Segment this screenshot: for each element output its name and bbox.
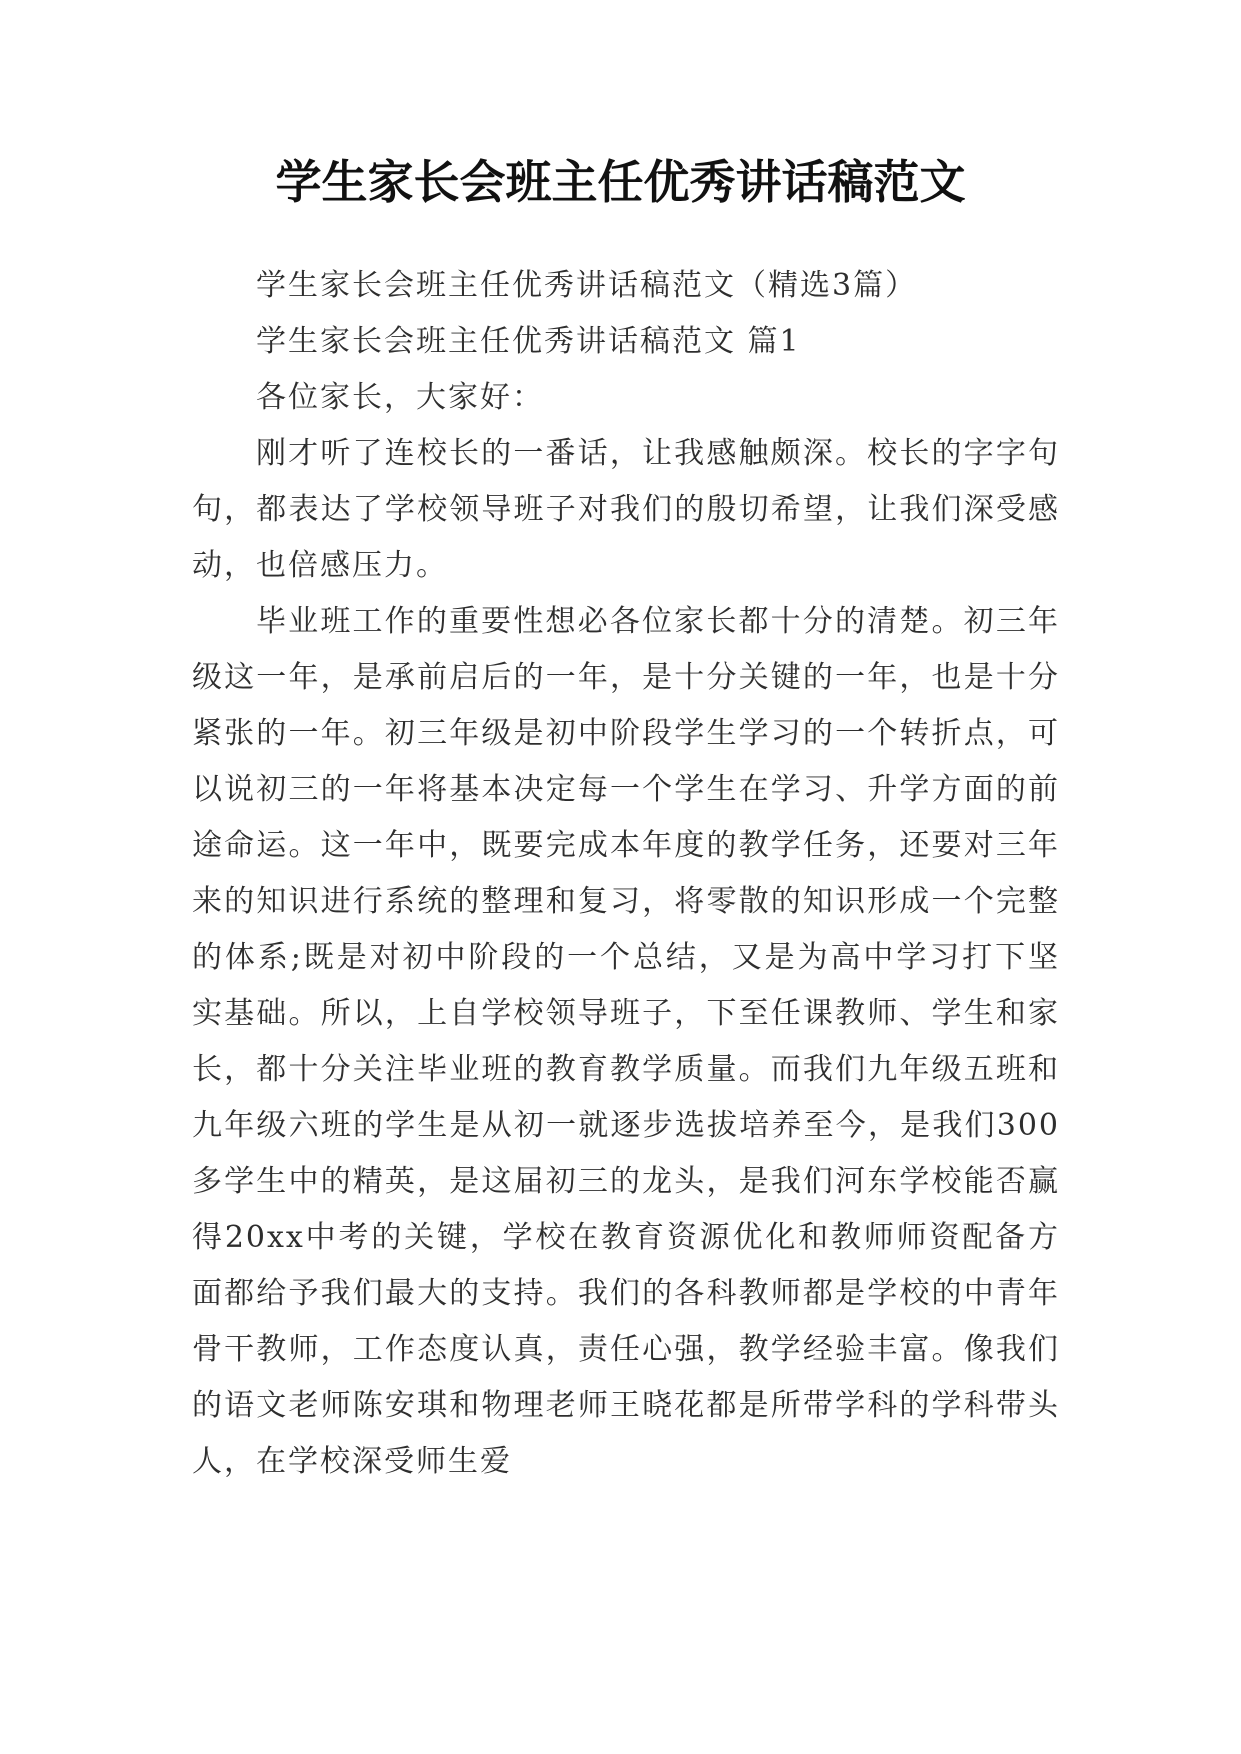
document-title: 学生家长会班主任优秀讲话稿范文	[275, 155, 966, 209]
section-heading: 学生家长会班主任优秀讲话稿范文 篇1	[256, 324, 801, 359]
document-body	[192, 258, 1060, 1490]
greeting-paragraph: 各位家长，大家好：	[256, 380, 544, 415]
subtitle-paragraph: 学生家长会班主任优秀讲话稿范文（精选3篇）	[256, 268, 918, 303]
body-paragraph: 刚才听了连校长的一番话，让我感触颇深。校长的字字句句，都表达了学校领导班子对我们的殷切希望，让我们深受感动，也倍感压力。	[192, 436, 1060, 583]
body-paragraph: 毕业班工作的重要性想必各位家长都十分的清楚。初三年级这一年，是承前启后的一年，是十分关键的一年，也是十分紧张的一年。初三年级是初中阶段学生学习的一个转折点，可以说初三的一年将基本决定每一个学生在学习、升学方面的前途命运。这一年中，既要完成本年度的教学任务，还要对三年来的知识进行系统的整理和复习，将零散的知识形成一个完整的体系;既是对初中阶段的一个总结，又是为高中学习打下坚实基础。所以，上自学校领导班子，下至任课教师、学生和家长，都十分关注毕业班的教育教学质量。而我们九年级五班和九年级六班的学生是从初一就逐步选拔培养至今，是我们300多学生中的精英，是这届初三的龙头，是我们河东学校能否赢得20xx中考的关键，学校在教育资源优化和教师师资配备方面都给予我们最大的支持。我们的各科教师都是学校的中青年骨干教师，工作态度认真，责任心强，教学经验丰富。像我们的语文老师陈安琪和物理老师王晓花都是所带学科的学科带头人，在学校深受师生爱	[192, 604, 1060, 1479]
